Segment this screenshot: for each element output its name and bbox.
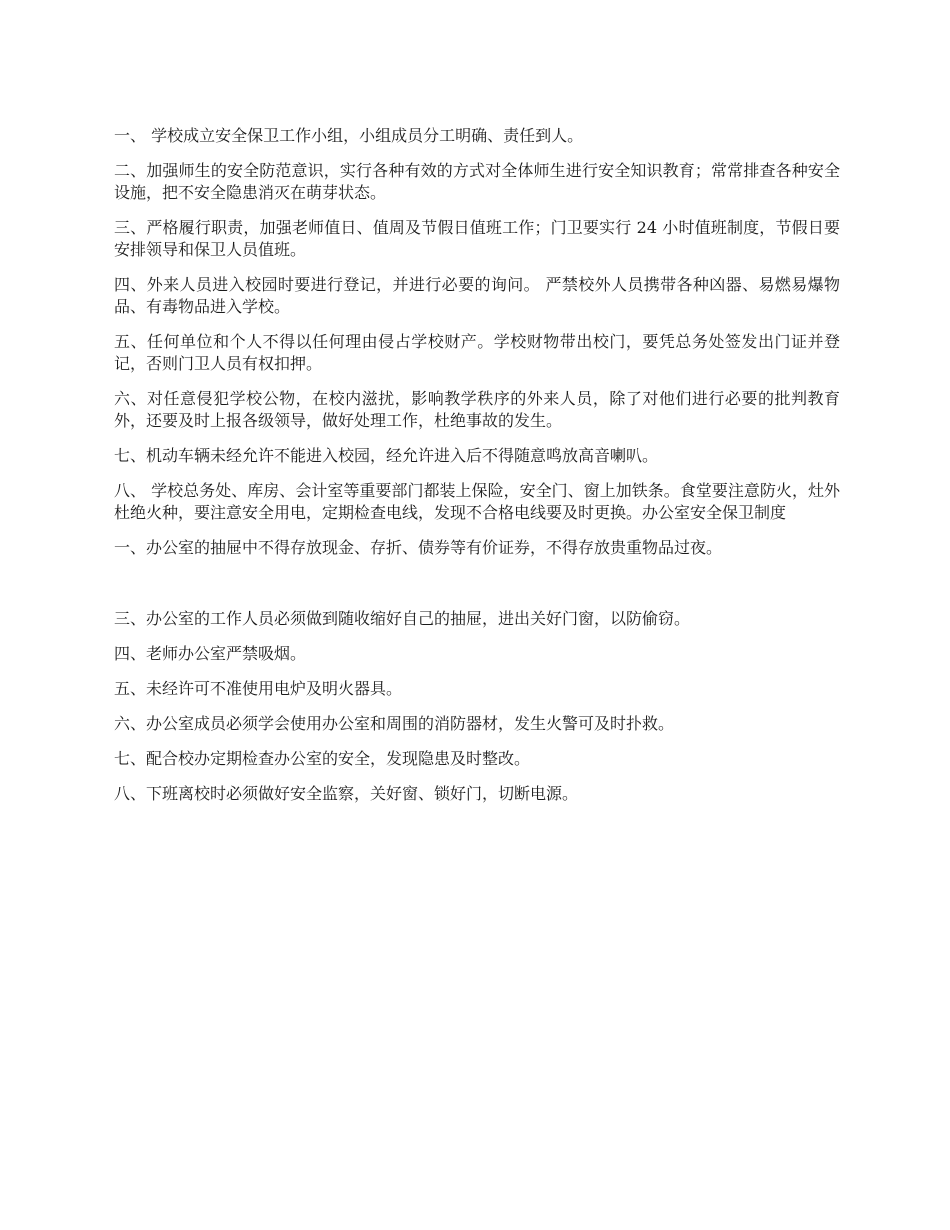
paragraph-item-2: 二、加强师生的安全防范意识，实行各种有效的方式对全体师生进行安全知识教育；常常排查各种安全设施，把不安全隐患消灭在萌芽状态。: [114, 161, 840, 202]
paragraph-item-6: 六、对任意侵犯学校公物，在校内滋扰，影响教学秩序的外来人员，除了对他们进行必要的批判教育外，还要及时上报各级领导，做好处理工作，杜绝事故的发生。: [114, 389, 840, 430]
paragraph-item-5: 五、任何单位和个人不得以任何理由侵占学校财产。学校财物带出校门，要凭总务处签发出门证并登记，否则门卫人员有权扣押。: [114, 332, 840, 373]
office-rule-4: 四、老师办公室严禁吸烟。: [114, 644, 307, 663]
office-rule-6: 六、办公室成员必须学会使用办公室和周围的消防器材，发生火警可及时扑救。: [114, 714, 675, 733]
office-rule-3: 三、办公室的工作人员必须做到随收缩好自己的抽屉，进出关好门窗，以防偷窃。: [114, 609, 691, 628]
paragraph-item-4: 四、外来人员进入校园时要进行登记，并进行必要的询问。 严禁校外人员携带各种凶器、易燃易爆物品、有毒物品进入学校。: [114, 275, 840, 316]
office-rule-8: 八、下班离校时必须做好安全监察，关好窗、锁好门，切断电源。: [114, 784, 579, 803]
office-rule-5: 五、未经许可不准使用电炉及明火器具。: [114, 679, 403, 698]
paragraph-item-1: 一、 学校成立安全保卫工作小组，小组成员分工明确、责任到人。: [114, 126, 584, 145]
paragraph-item-8: 八、 学校总务处、库房、会计室等重要部门都装上保险，安全门、窗上加铁条。食堂要注意防火，灶外杜绝火种，要注意安全用电，定期检查电线，发现不合格电线要及时更换。办公室安全保卫制度: [114, 481, 840, 522]
office-rule-7: 七、配合校办定期检查办公室的安全，发现隐患及时整改。: [114, 749, 531, 768]
paragraph-item-3: 三、严格履行职责，加强老师值日、值周及节假日值班工作；门卫要实行 24 小时值班制度，节假日要安排领导和保卫人员值班。: [114, 218, 840, 259]
office-rule-1: 一、办公室的抽屉中不得存放现金、存折、债券等有价证券，不得存放贵重物品过夜。: [114, 538, 723, 557]
document-body: [114, 125, 840, 818]
paragraph-item-7: 七、机动车辆未经允许不能进入校园，经允许进入后不得随意鸣放高音喇叭。: [114, 446, 659, 465]
